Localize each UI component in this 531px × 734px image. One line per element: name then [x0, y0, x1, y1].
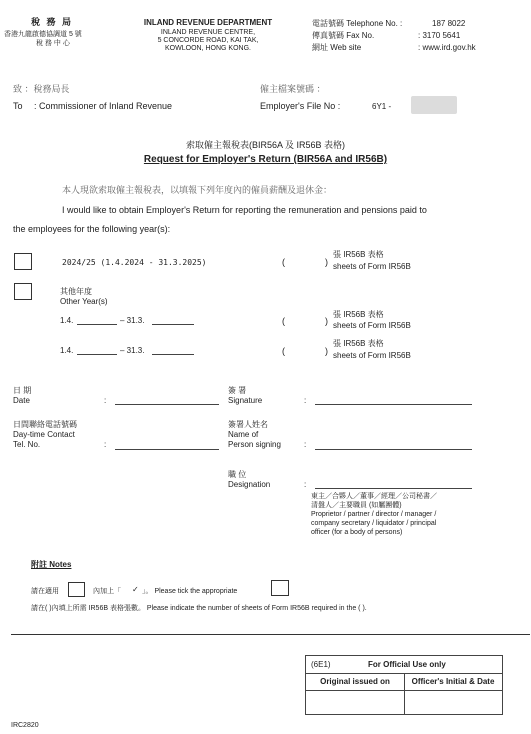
official-col1: Original issued on — [320, 677, 390, 686]
designation-note-zh-1: 東主／合夥人／董事／經理／公司秘書／ — [311, 493, 437, 500]
title-zh: 索取僱主報稅表(BIR56A 及 IR56B 表格) — [185, 140, 346, 150]
sheets-zh: 張 IR56B 表格 — [333, 250, 384, 259]
tel-value: 187 8022 — [432, 19, 466, 28]
file-no-zh: 僱主檔案號碼 ： — [260, 84, 326, 94]
signature-colon: : — [304, 396, 307, 405]
paren-close: ) — [325, 346, 328, 356]
to-zh: 致 ：稅務局長 — [13, 84, 70, 94]
intro-en-1: I would like to obtain Employer's Return for reporting the remuneration and pensions paid to — [62, 205, 427, 215]
dept-name: INLAND REVENUE DEPARTMENT — [143, 18, 273, 27]
notes-tick-zh-3: 」。 Please tick the appropriate — [142, 588, 238, 595]
year-2024-label: 2024/25 (1.4.2024 - 31.3.2025) — [62, 258, 207, 267]
other-row2-from-label: 1.4. — [60, 346, 74, 355]
other-row1-to-label: – 31.3. — [120, 316, 145, 325]
tel-zh: 日間聯絡電話號碼 — [13, 420, 77, 429]
bureau-centre-zh: 稅 務 中 心 — [36, 40, 70, 47]
official-use-table — [305, 655, 503, 715]
paren-close: ) — [325, 316, 328, 326]
bureau-address-zh: 香港九龍啟德協調道 5 號 — [4, 31, 82, 38]
other-year-en: Other Year(s) — [60, 297, 108, 306]
other-row2-to-field[interactable] — [152, 354, 194, 355]
notes-sample-box-2 — [271, 580, 289, 596]
tel-field[interactable] — [115, 449, 219, 450]
other-year-zh: 其他年度 — [60, 287, 92, 296]
checkmark-icon: ✓ — [132, 585, 139, 594]
other-row2-to-label: – 31.3. — [120, 346, 145, 355]
file-no-redacted — [411, 96, 457, 114]
official-col2: Officer's Initial & Date — [411, 677, 495, 686]
notes-sample-box — [68, 582, 85, 597]
to-value: : Commissioner of Inland Revenue — [34, 101, 173, 111]
name-en-2: Person signing — [228, 440, 281, 449]
file-no-label: Employer's File No : — [260, 101, 341, 111]
tel-label: 電話號碼 Telephone No. : — [312, 19, 403, 28]
sheets-zh: 張 IR56B 表格 — [333, 310, 384, 319]
sheets-en: sheets of Form IR56B — [333, 262, 411, 271]
paren-open: ( — [282, 257, 285, 267]
date-en: Date — [13, 396, 30, 405]
notes-heading: 附註 Notes — [31, 560, 72, 569]
paren-close: ) — [325, 257, 328, 267]
designation-field[interactable] — [315, 488, 472, 489]
year-2024-checkbox[interactable] — [14, 253, 32, 270]
official-title: For Official Use only — [368, 660, 446, 669]
designation-colon: : — [304, 480, 307, 489]
name-zh: 簽署人姓名 — [228, 420, 268, 429]
tel-en-2: Tel. No. — [13, 440, 41, 449]
designation-note-en-1: Proprietor / partner / director / manager / — [311, 511, 437, 518]
sheets-en: sheets of Form IR56B — [333, 351, 411, 360]
date-zh: 日 期 — [13, 386, 32, 395]
designation-note-zh-2: 清盤人／主要職員 (如屬團體) — [311, 502, 402, 509]
fax-label: 傳真號碼 Fax No. — [312, 31, 375, 40]
signature-en: Signature — [228, 396, 263, 405]
notes-tick-zh-1: 請在適用 — [31, 588, 59, 595]
dept-centre: INLAND REVENUE CENTRE, — [160, 29, 256, 36]
intro-en-2: the employees for the following year(s): — [13, 224, 171, 234]
paren-open: ( — [282, 346, 285, 356]
web-label: 網址 Web site — [312, 43, 362, 52]
to-label: To — [13, 101, 23, 111]
other-row2-from-field[interactable] — [77, 354, 117, 355]
signature-zh: 簽 署 — [228, 386, 247, 395]
official-code: (6E1) — [311, 660, 331, 669]
name-colon: : — [304, 440, 307, 449]
other-row1-from-label: 1.4. — [60, 316, 74, 325]
other-year-checkbox[interactable] — [14, 283, 32, 300]
designation-note-en-2: company secretary / liquidator / principal — [311, 520, 437, 527]
sheets-zh: 張 IR56B 表格 — [333, 339, 384, 348]
section-divider — [11, 634, 530, 635]
bureau-name-zh: 稅 務 局 — [31, 17, 74, 27]
notes-tick-zh-2: 內加上「 — [93, 588, 121, 595]
date-colon: : — [104, 396, 107, 405]
name-en-1: Name of — [228, 430, 259, 439]
other-row1-to-field[interactable] — [152, 324, 194, 325]
dept-city: KOWLOON, HONG KONG. — [165, 45, 251, 52]
designation-zh: 職 位 — [228, 470, 247, 479]
web-value: : www.ird.gov.hk — [418, 43, 476, 52]
designation-en: Designation — [228, 480, 271, 489]
tel-en-1: Day-time Contact — [13, 430, 75, 439]
file-no-prefix: 6Y1 - — [372, 102, 392, 111]
designation-note-en-3: officer (for a body of persons) — [311, 529, 403, 536]
form-code: IRC2820 — [11, 722, 39, 729]
notes-count-text: 請在( )內填上所需 IR56B 表格張數。 Please indicate the number of sheets of Form IR56B required in the ( ). — [31, 605, 367, 612]
dept-road: 5 CONCORDE ROAD, KAI TAK, — [157, 37, 259, 44]
fax-value: : 3170 5641 — [418, 31, 461, 40]
date-field[interactable] — [115, 404, 219, 405]
sheets-en: sheets of Form IR56B — [333, 321, 411, 330]
intro-zh: 本人現欲索取僱主報稅表，以填報下列年度內的僱員薪酬及退休金： — [62, 185, 333, 195]
tel-colon: : — [104, 440, 107, 449]
name-field[interactable] — [315, 449, 472, 450]
title-en: Request for Employer's Return (BIR56A and IR56B) — [143, 154, 388, 165]
other-row1-from-field[interactable] — [77, 324, 117, 325]
paren-open: ( — [282, 316, 285, 326]
signature-field[interactable] — [315, 404, 472, 405]
